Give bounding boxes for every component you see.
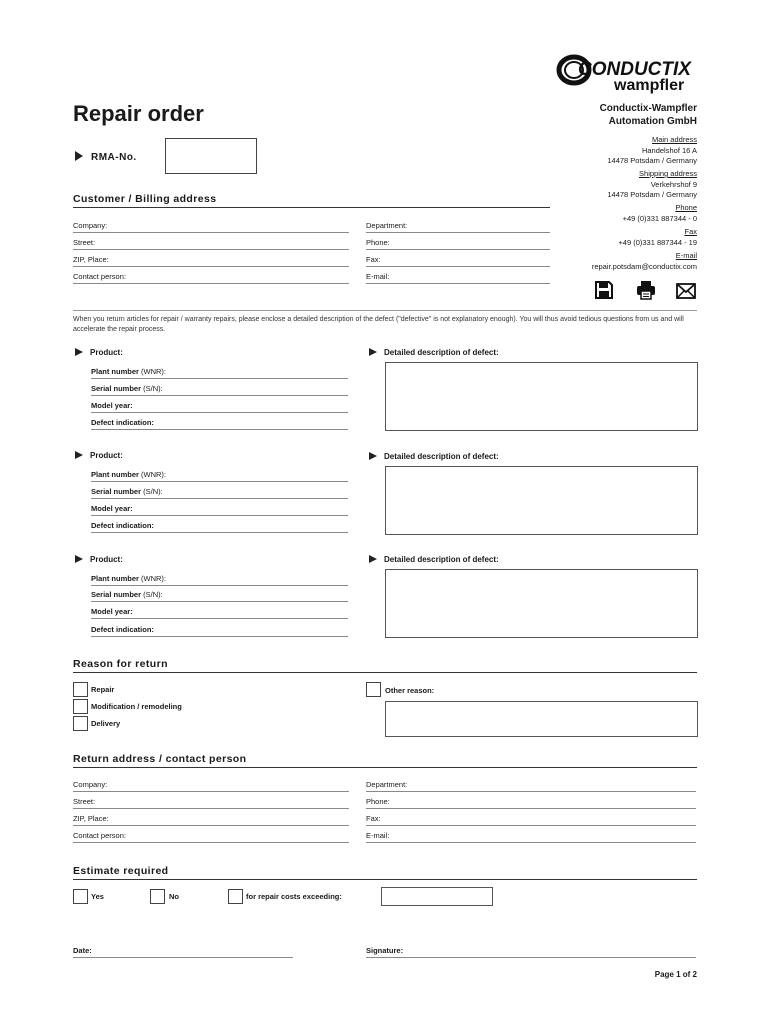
billing-fax-field[interactable]: Fax: <box>366 253 550 267</box>
email-info: E-mail repair.potsdam@conductix.com <box>591 251 697 271</box>
defect-indication-field[interactable]: Defect indication: <box>91 519 348 533</box>
billing-phone-field[interactable]: Phone: <box>366 236 550 250</box>
return-email-field[interactable]: E-mail: <box>366 829 696 843</box>
estimate-yes-checkbox[interactable] <box>73 889 88 904</box>
save-icon[interactable] <box>594 280 614 300</box>
mail-icon[interactable] <box>676 281 696 301</box>
page-title: Repair order <box>73 101 204 126</box>
estimate-section-title: Estimate required <box>73 865 169 877</box>
defect-indication-field[interactable]: Defect indication: <box>91 623 348 637</box>
other-reason-checkbox[interactable] <box>366 682 381 697</box>
company-name: Conductix-Wampfler Automation GmbH <box>599 103 697 127</box>
product-label: Product: <box>75 555 123 564</box>
rma-number-input[interactable] <box>165 138 257 174</box>
return-contact-field[interactable]: Contact person: <box>73 829 349 843</box>
reason-section-title: Reason for return <box>73 658 168 670</box>
date-field[interactable]: Date: <box>73 944 293 958</box>
divider <box>73 207 550 208</box>
fax-info: Fax +49 (0)331 887344 - 19 <box>618 227 697 247</box>
model-year-field[interactable]: Model year: <box>91 605 348 619</box>
return-phone-field[interactable]: Phone: <box>366 795 696 809</box>
divider <box>73 767 697 768</box>
defect-description-input[interactable] <box>385 569 698 638</box>
phone-info: Phone +49 (0)331 887344 - 0 <box>622 203 697 223</box>
intro-text: When you return articles for repair / warranty repairs, please enclose a detailed description of the defect ("defective" is not explanatory enough). You will thus avoid tedious questions from us and will accelerate the repair process. <box>73 316 684 333</box>
return-address-section-title: Return address / contact person <box>73 753 247 765</box>
billing-contact-field[interactable]: Contact person: <box>73 270 349 284</box>
divider <box>73 310 697 311</box>
model-year-field[interactable]: Model year: <box>91 502 348 516</box>
billing-company-field[interactable]: Company: <box>73 219 349 233</box>
serial-number-field[interactable]: Serial number (S/N): <box>91 382 348 396</box>
other-reason-label: Other reason: <box>385 686 435 695</box>
estimate-yes-label: Yes <box>91 892 104 901</box>
plant-number-field[interactable]: Plant number (WNR): <box>91 468 348 482</box>
conductix-wampfler-logo <box>556 50 698 94</box>
repair-checkbox[interactable] <box>73 682 88 697</box>
divider <box>73 879 697 880</box>
return-department-field[interactable]: Department: <box>366 778 696 792</box>
billing-street-field[interactable]: Street: <box>73 236 349 250</box>
main-address: Main address Handelshof 16 A 14478 Potsdam / Germany <box>607 135 697 165</box>
product-label: Product: <box>75 451 123 460</box>
other-reason-input[interactable] <box>385 701 698 737</box>
model-year-field[interactable]: Model year: <box>91 399 348 413</box>
defect-indication-field[interactable]: Defect indication: <box>91 416 348 430</box>
modification-label: Modification / remodeling <box>91 702 182 711</box>
estimate-exceeding-label: for repair costs exceeding: <box>246 892 342 901</box>
defect-description-input[interactable] <box>385 362 698 431</box>
print-icon[interactable] <box>636 280 656 300</box>
rma-label: RMA-No. <box>75 151 137 163</box>
delivery-label: Delivery <box>91 719 121 728</box>
modification-checkbox[interactable] <box>73 699 88 714</box>
divider <box>73 672 697 673</box>
defect-description-label: Detailed description of defect: <box>369 555 499 564</box>
billing-section-title: Customer / Billing address <box>73 193 217 205</box>
billing-email-field[interactable]: E-mail: <box>366 270 550 284</box>
billing-department-field[interactable]: Department: <box>366 219 550 233</box>
return-street-field[interactable]: Street: <box>73 795 349 809</box>
signature-field[interactable]: Signature: <box>366 944 696 958</box>
product-label: Product: <box>75 348 123 357</box>
defect-description-label: Detailed description of defect: <box>369 452 499 461</box>
page-number: Page 1 of 2 <box>654 970 697 979</box>
repair-label: Repair <box>91 685 115 694</box>
estimate-no-label: No <box>169 892 179 901</box>
billing-zip-field[interactable]: ZIP, Place: <box>73 253 349 267</box>
logo-text-wampfler: wampfler <box>614 77 685 94</box>
defect-description-label: Detailed description of defect: <box>369 348 499 357</box>
estimate-no-checkbox[interactable] <box>150 889 165 904</box>
shipping-address: Shipping address Verkehrshof 9 14478 Potsdam / Germany <box>607 169 697 199</box>
delivery-checkbox[interactable] <box>73 716 88 731</box>
return-zip-field[interactable]: ZIP, Place: <box>73 812 349 826</box>
plant-number-field[interactable]: Plant number (WNR): <box>91 572 348 586</box>
logo-text-conductix: CONDUCTIX <box>578 59 691 80</box>
return-company-field[interactable]: Company: <box>73 778 349 792</box>
serial-number-field[interactable]: Serial number (S/N): <box>91 588 348 602</box>
defect-description-input[interactable] <box>385 466 698 535</box>
plant-number-field[interactable]: Plant number (WNR): <box>91 365 348 379</box>
return-fax-field[interactable]: Fax: <box>366 812 696 826</box>
repair-costs-limit-input[interactable] <box>381 887 493 906</box>
serial-number-field[interactable]: Serial number (S/N): <box>91 485 348 499</box>
estimate-exceeding-checkbox[interactable] <box>228 889 243 904</box>
